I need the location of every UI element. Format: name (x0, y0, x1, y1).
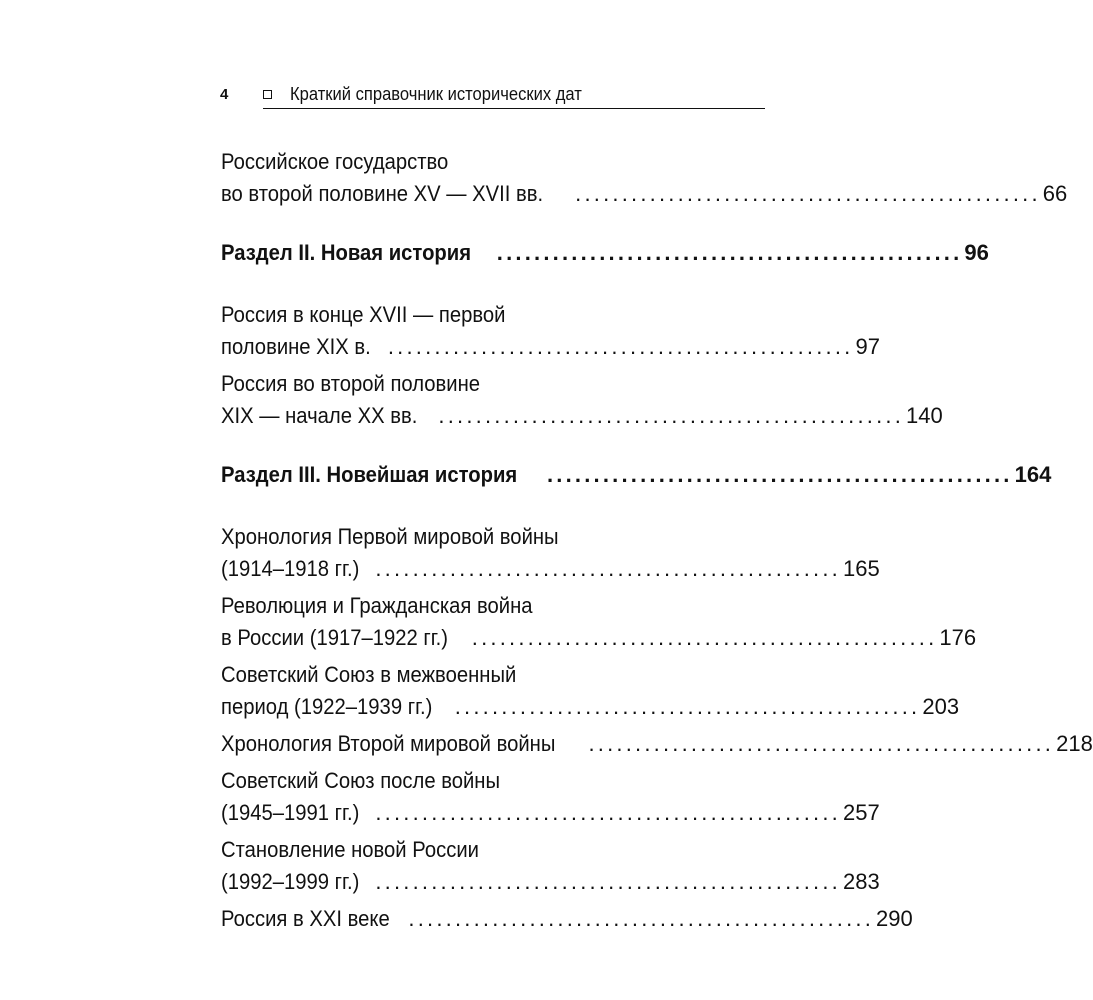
leader-dots: .................................................. (588, 731, 1055, 756)
table-of-contents (221, 146, 1093, 940)
toc-page-number: 290 (876, 906, 913, 931)
toc-entry[interactable] (221, 299, 880, 363)
leader-dots: .................................................. (408, 906, 875, 931)
toc-entry-title-cont: во второй половине XV — XVII вв. (221, 181, 544, 206)
toc-entry-title: Российское государство (221, 149, 449, 174)
page-number: 4 (220, 86, 229, 103)
toc-entry-title: Россия в конце XVII — первой (221, 302, 506, 327)
toc-entry[interactable] (221, 765, 880, 829)
toc-entry-title-cont: в России (1917–1922 гг.) (221, 625, 449, 650)
toc-entry-title: Россия в XXI веке (221, 906, 390, 931)
toc-page-number: 176 (939, 625, 977, 650)
toc-entry[interactable] (221, 590, 977, 654)
toc-entry-title-cont: половине XIX в. (221, 334, 371, 359)
toc-entry[interactable] (221, 659, 960, 723)
toc-entry[interactable] (221, 728, 1093, 760)
toc-entry-title: Советский Союз после войны (221, 768, 501, 793)
toc-entry-title: Революция и Гражданская война (221, 593, 533, 618)
toc-entry-title-cont: XIX — начале XX вв. (221, 403, 418, 428)
toc-page-number: 165 (842, 556, 880, 581)
toc-page-number: 164 (1014, 462, 1052, 487)
toc-page-number: 140 (906, 403, 943, 428)
book-title: Краткий справочник исторических дат (290, 84, 582, 104)
leader-dots: .................................................. (387, 334, 854, 359)
toc-page-number: 257 (842, 800, 880, 825)
leader-dots: .................................................. (375, 869, 841, 894)
toc-entry-title-cont: (1992–1999 гг.) (221, 869, 360, 894)
toc-page-number: 218 (1056, 731, 1093, 756)
toc-page-number: 66 (1042, 181, 1068, 206)
toc-entry-title-cont: период (1922–1939 гг.) (221, 694, 433, 719)
toc-page-number: 97 (855, 334, 880, 359)
leader-dots: .................................................. (547, 462, 1013, 487)
toc-entry[interactable] (221, 521, 880, 585)
toc-entry[interactable] (221, 146, 1068, 210)
toc-entry[interactable] (221, 903, 913, 935)
toc-page-number: 203 (922, 694, 960, 719)
toc-entry-title: Становление новой России (221, 837, 479, 862)
toc-entry-title-cont: (1945–1991 гг.) (221, 800, 360, 825)
toc-section-heading[interactable] (221, 237, 989, 269)
toc-entry[interactable] (221, 834, 880, 898)
leader-dots: .................................................. (575, 181, 1041, 206)
leader-dots: .................................................. (375, 556, 841, 581)
leader-dots: .................................................. (471, 625, 938, 650)
toc-section-heading[interactable] (221, 459, 1052, 491)
leader-dots: .................................................. (438, 403, 905, 428)
toc-entry-title: Хронология Первой мировой войны (221, 524, 559, 549)
section-title: Раздел II. Новая история (221, 240, 472, 265)
toc-entry[interactable] (221, 368, 943, 432)
toc-page-number: 283 (842, 869, 880, 894)
running-header (220, 84, 765, 110)
header-rule (263, 108, 765, 109)
toc-entry-title: Россия во второй половине (221, 371, 481, 396)
leader-dots: .................................................. (496, 240, 963, 265)
toc-entry-title: Хронология Второй мировой войны (221, 731, 556, 756)
toc-entry-title-cont: (1914–1918 гг.) (221, 556, 360, 581)
leader-dots: .................................................. (375, 800, 841, 825)
section-title: Раздел III. Новейшая история (221, 462, 518, 487)
toc-page-number: 96 (964, 240, 989, 265)
toc-entry-title: Советский Союз в межвоенный (221, 662, 517, 687)
leader-dots: .................................................. (454, 694, 921, 719)
square-bullet-icon (263, 90, 272, 99)
